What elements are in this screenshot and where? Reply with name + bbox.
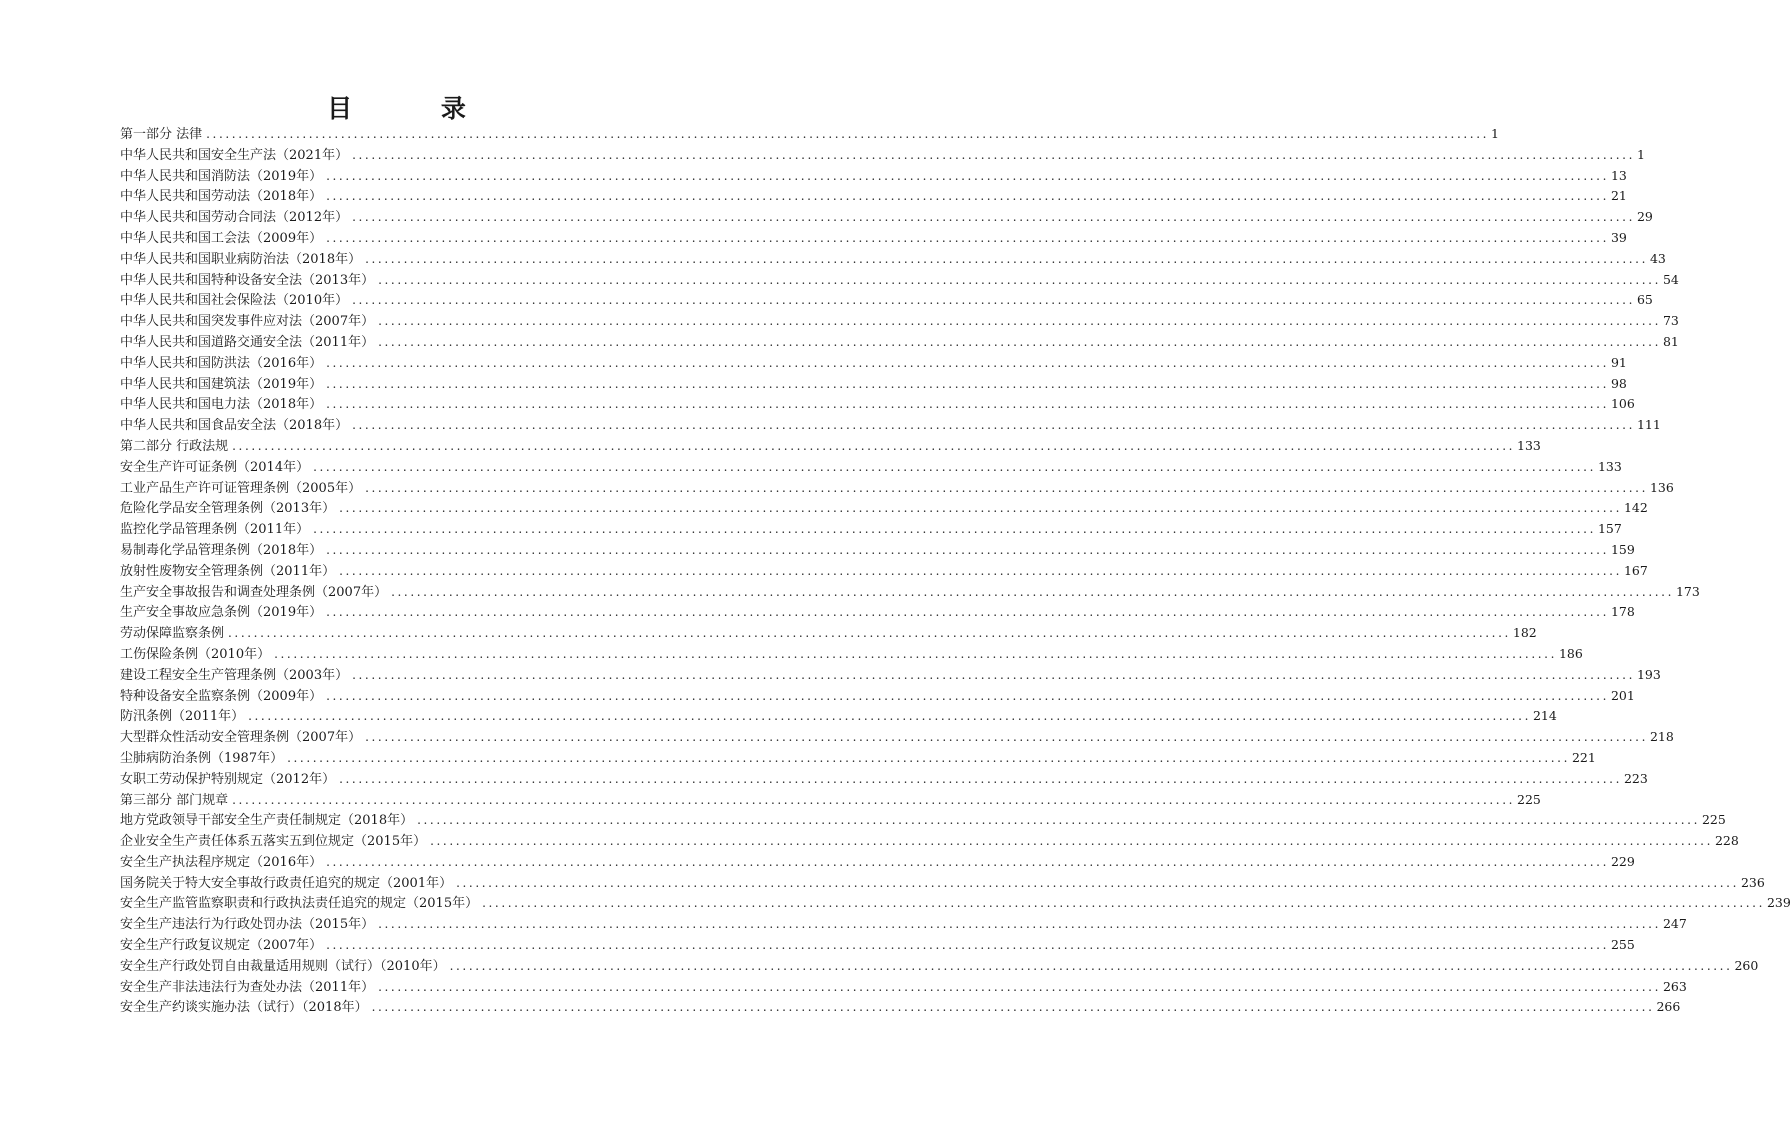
toc-entry-page-number: 39 — [1610, 229, 1627, 245]
toc-entry-page-number: 266 — [1656, 999, 1681, 1015]
toc-entry[interactable] — [120, 207, 1653, 228]
toc-entry[interactable] — [120, 436, 1541, 457]
toc-entry-label: 中华人民共和国建筑法（2019年） — [120, 376, 323, 392]
toc-entry-page-number: 29 — [1636, 209, 1653, 225]
toc-leader-dots: ........................................................................................................................................................................................................ — [326, 938, 1609, 953]
table-of-contents — [120, 124, 1791, 1018]
toc-entry-page-number: 136 — [1649, 479, 1674, 495]
toc-entry-label: 中华人民共和国安全生产法（2021年） — [120, 147, 349, 163]
toc-entry[interactable] — [120, 623, 1537, 644]
toc-entry-label: 安全生产行政复议规定（2007年） — [120, 938, 323, 954]
toc-entry-label: 第一部分 法律 — [120, 127, 203, 142]
toc-entry-page-number: 73 — [1662, 313, 1679, 329]
toc-entry-label: 建设工程安全生产管理条例（2003年） — [120, 667, 349, 683]
toc-entry-page-number: 43 — [1649, 250, 1666, 266]
toc-entry-page-number: 214 — [1532, 708, 1557, 724]
toc-entry-label: 安全生产执法程序规定（2016年） — [120, 854, 323, 870]
toc-entry-label: 安全生产行政处罚自由裁量适用规则（试行）（2010年） — [120, 958, 446, 974]
toc-entry-label: 防汛条例（2011年） — [120, 709, 245, 725]
toc-leader-dots: ........................................................................................................................................................................................................ — [206, 127, 1490, 141]
toc-leader-dots: ........................................................................................................................................................................................................ — [449, 958, 1733, 973]
toc-leader-dots: ........................................................................................................................................................................................................ — [232, 792, 1516, 807]
toc-entry-page-number: 239 — [1766, 895, 1791, 911]
toc-entry-page-number: 65 — [1636, 292, 1653, 308]
toc-leader-dots: ........................................................................................................................................................................................................ — [456, 875, 1739, 890]
toc-entry-label: 劳动保障监察条例 — [120, 626, 225, 642]
toc-entry-label: 安全生产许可证条例（2014年） — [120, 459, 310, 475]
toc-entry-page-number: 54 — [1662, 271, 1679, 287]
toc-entry-label: 工伤保险条例（2010年） — [120, 646, 271, 662]
toc-leader-dots: ........................................................................................................................................................................................................ — [287, 750, 1570, 765]
toc-entry-page-number: 201 — [1610, 687, 1635, 703]
toc-entry-label: 生产安全事故报告和调查处理条例（2007年） — [120, 584, 388, 600]
toc-entry-page-number: 263 — [1662, 978, 1687, 994]
toc-entry[interactable] — [120, 893, 1791, 914]
toc-entry-label: 放射性废物安全管理条例（2011年） — [120, 563, 336, 579]
toc-leader-dots: ........................................................................................................................................................................................................ — [326, 230, 1609, 245]
toc-entry-page-number: 221 — [1571, 749, 1596, 765]
toc-entry-page-number: 225 — [1701, 812, 1726, 828]
toc-entry[interactable] — [120, 270, 1679, 291]
toc-entry-label: 生产安全事故应急条例（2019年） — [120, 605, 323, 621]
toc-entry-page-number: 178 — [1610, 604, 1635, 620]
toc-entry-page-number: 247 — [1662, 916, 1687, 932]
toc-entry-label: 中华人民共和国道路交通安全法（2011年） — [120, 334, 375, 350]
toc-entry-page-number: 13 — [1610, 167, 1627, 183]
toc-entry-page-number: 218 — [1649, 729, 1674, 745]
toc-entry[interactable] — [120, 810, 1726, 831]
toc-leader-dots: ........................................................................................................................................................................................................ — [365, 480, 1648, 495]
toc-leader-dots: ........................................................................................................................................................................................................ — [274, 646, 1557, 661]
toc-leader-dots: ........................................................................................................................................................................................................ — [352, 147, 1635, 162]
toc-leader-dots: ........................................................................................................................................................................................................ — [378, 917, 1661, 932]
toc-entry-label: 中华人民共和国劳动合同法（2012年） — [120, 210, 349, 226]
toc-leader-dots: ........................................................................................................................................................................................................ — [352, 667, 1635, 682]
toc-entry[interactable] — [120, 665, 1661, 686]
toc-entry-label: 中华人民共和国突发事件应对法（2007年） — [120, 314, 375, 330]
toc-entry-page-number: 193 — [1636, 666, 1661, 682]
toc-entry-page-number: 167 — [1623, 562, 1648, 578]
toc-entry[interactable] — [120, 748, 1596, 769]
toc-entry-label: 企业安全生产责任体系五落实五到位规定（2015年） — [120, 834, 427, 850]
toc-entry[interactable] — [120, 706, 1557, 727]
toc-entry[interactable] — [120, 145, 1645, 166]
toc-entry[interactable] — [120, 374, 1627, 395]
toc-leader-dots: ........................................................................................................................................................................................................ — [326, 397, 1609, 412]
toc-leader-dots: ........................................................................................................................................................................................................ — [371, 1000, 1655, 1015]
toc-entry-label: 中华人民共和国消防法（2019年） — [120, 168, 323, 184]
toc-leader-dots: ........................................................................................................................................................................................................ — [482, 896, 1765, 911]
toc-leader-dots: ........................................................................................................................................................................................................ — [352, 210, 1635, 225]
toc-entry-label: 女职工劳动保护特别规定（2012年） — [120, 771, 336, 787]
toc-leader-dots: ........................................................................................................................................................................................................ — [430, 834, 1713, 849]
toc-leader-dots: ........................................................................................................................................................................................................ — [339, 771, 1622, 786]
toc-entry-label: 中华人民共和国电力法（2018年） — [120, 397, 323, 413]
toc-entry-page-number: 91 — [1610, 354, 1627, 370]
toc-entry-page-number: 173 — [1675, 583, 1700, 599]
toc-entry[interactable] — [120, 540, 1635, 561]
toc-leader-dots: ........................................................................................................................................................................................................ — [352, 418, 1635, 433]
toc-entry-label: 中华人民共和国职业病防治法（2018年） — [120, 251, 362, 267]
toc-entry-page-number: 236 — [1740, 874, 1765, 890]
toc-entry[interactable] — [120, 186, 1627, 207]
toc-leader-dots: ........................................................................................................................................................................................................ — [326, 688, 1609, 703]
toc-entry-page-number: 81 — [1662, 333, 1679, 349]
toc-entry[interactable] — [120, 124, 1499, 145]
toc-entry-label: 中华人民共和国特种设备安全法（2013年） — [120, 272, 375, 288]
toc-entry-page-number: 1 — [1636, 146, 1645, 162]
toc-entry[interactable] — [120, 353, 1627, 374]
toc-entry[interactable] — [120, 228, 1627, 249]
toc-entry[interactable] — [120, 311, 1679, 332]
toc-entry-page-number: 228 — [1714, 833, 1739, 849]
toc-entry-page-number: 111 — [1636, 417, 1661, 433]
toc-entry[interactable] — [120, 166, 1627, 187]
toc-entry[interactable] — [120, 831, 1739, 852]
toc-entry-page-number: 21 — [1610, 188, 1627, 204]
toc-leader-dots: ........................................................................................................................................................................................................ — [365, 730, 1648, 745]
toc-entry-label: 中华人民共和国食品安全法（2018年） — [120, 418, 349, 434]
toc-entry-label: 中华人民共和国防洪法（2016年） — [120, 355, 323, 371]
toc-leader-dots: ........................................................................................................................................................................................................ — [339, 563, 1622, 578]
toc-leader-dots: ........................................................................................................................................................................................................ — [228, 626, 1511, 641]
toc-leader-dots: ........................................................................................................................................................................................................ — [313, 522, 1596, 537]
toc-leader-dots: ........................................................................................................................................................................................................ — [326, 376, 1609, 391]
toc-entry-page-number: 142 — [1623, 500, 1648, 516]
toc-entry[interactable] — [120, 582, 1700, 603]
toc-entry[interactable] — [120, 249, 1666, 270]
toc-entry-label: 国务院关于特大安全事故行政责任追究的规定（2001年） — [120, 875, 453, 891]
toc-entry[interactable] — [120, 644, 1583, 665]
toc-leader-dots: ........................................................................................................................................................................................................ — [391, 584, 1674, 599]
toc-leader-dots: ........................................................................................................................................................................................................ — [326, 605, 1609, 620]
toc-entry-label: 危险化学品安全管理条例（2013年） — [120, 501, 336, 517]
toc-entry[interactable] — [120, 498, 1648, 519]
toc-entry-page-number: 182 — [1512, 625, 1537, 641]
toc-entry[interactable] — [120, 561, 1648, 582]
toc-entry-label: 中华人民共和国社会保险法（2010年） — [120, 293, 349, 309]
toc-entry[interactable] — [120, 727, 1674, 748]
toc-entry-page-number: 225 — [1517, 791, 1541, 807]
toc-entry-page-number: 157 — [1597, 521, 1622, 537]
toc-entry-page-number: 133 — [1597, 458, 1622, 474]
toc-leader-dots: ........................................................................................................................................................................................................ — [326, 854, 1609, 869]
toc-leader-dots: ........................................................................................................................................................................................................ — [378, 334, 1661, 349]
toc-leader-dots: ........................................................................................................................................................................................................ — [352, 293, 1635, 308]
toc-leader-dots: ........................................................................................................................................................................................................ — [326, 355, 1609, 370]
toc-entry[interactable] — [120, 478, 1674, 499]
toc-leader-dots: ........................................................................................................................................................................................................ — [378, 979, 1661, 994]
toc-entry[interactable] — [120, 997, 1681, 1018]
toc-entry[interactable] — [120, 332, 1679, 353]
toc-entry-page-number: 223 — [1623, 770, 1648, 786]
toc-entry-label: 特种设备安全监察条例（2009年） — [120, 688, 323, 704]
toc-entry-label: 工业产品生产许可证管理条例（2005年） — [120, 480, 362, 496]
toc-entry-page-number: 159 — [1610, 541, 1635, 557]
toc-entry-page-number: 260 — [1734, 957, 1759, 973]
toc-entry[interactable] — [120, 790, 1541, 811]
toc-leader-dots: ........................................................................................................................................................................................................ — [417, 813, 1700, 828]
toc-leader-dots: ........................................................................................................................................................................................................ — [378, 314, 1661, 329]
toc-entry[interactable] — [120, 602, 1635, 623]
toc-entry-page-number: 133 — [1517, 437, 1541, 453]
toc-entry[interactable] — [120, 935, 1635, 956]
toc-entry[interactable] — [120, 457, 1622, 478]
toc-leader-dots: ........................................................................................................................................................................................................ — [313, 459, 1596, 474]
toc-leader-dots: ........................................................................................................................................................................................................ — [326, 189, 1609, 204]
toc-entry[interactable] — [120, 394, 1635, 415]
toc-entry[interactable] — [120, 290, 1653, 311]
toc-entry[interactable] — [120, 686, 1635, 707]
toc-entry[interactable] — [120, 769, 1648, 790]
toc-leader-dots: ........................................................................................................................................................................................................ — [232, 438, 1516, 453]
toc-entry-label: 安全生产非法违法行为查处办法（2011年） — [120, 979, 375, 995]
toc-entry-label: 地方党政领导干部安全生产责任制规定（2018年） — [120, 813, 414, 829]
toc-entry[interactable] — [120, 977, 1687, 998]
toc-leader-dots: ........................................................................................................................................................................................................ — [378, 272, 1661, 287]
toc-entry-page-number: 98 — [1610, 375, 1627, 391]
toc-entry-label: 中华人民共和国劳动法（2018年） — [120, 189, 323, 205]
toc-entry-label: 监控化学品管理条例（2011年） — [120, 522, 310, 538]
toc-leader-dots: ........................................................................................................................................................................................................ — [365, 251, 1648, 266]
toc-entry-label: 大型群众性活动安全管理条例（2007年） — [120, 730, 362, 746]
toc-entry-page-number: 1 — [1491, 126, 1499, 141]
toc-leader-dots: ........................................................................................................................................................................................................ — [248, 709, 1531, 724]
toc-leader-dots: ........................................................................................................................................................................................................ — [326, 542, 1609, 557]
toc-entry-label: 第二部分 行政法规 — [120, 438, 229, 454]
toc-leader-dots: ........................................................................................................................................................................................................ — [339, 501, 1622, 516]
toc-entry-label: 第三部分 部门规章 — [120, 792, 229, 808]
toc-entry[interactable] — [120, 415, 1661, 436]
toc-entry[interactable] — [120, 519, 1622, 540]
toc-leader-dots: ........................................................................................................................................................................................................ — [326, 168, 1609, 183]
toc-entry-page-number: 229 — [1610, 853, 1635, 869]
toc-entry-label: 安全生产监管监察职责和行政执法责任追究的规定（2015年） — [120, 896, 479, 912]
toc-entry-label: 尘肺病防治条例（1987年） — [120, 750, 284, 766]
toc-entry-page-number: 255 — [1610, 937, 1635, 953]
toc-entry[interactable] — [120, 873, 1765, 894]
toc-entry-label: 安全生产约谈实施办法（试行）（2018年） — [120, 1000, 368, 1016]
toc-entry-label: 易制毒化学品管理条例（2018年） — [120, 542, 323, 558]
page-title: 目 录 — [327, 94, 506, 123]
toc-entry-label: 中华人民共和国工会法（2009年） — [120, 230, 323, 246]
toc-entry[interactable] — [120, 914, 1687, 935]
toc-entry-page-number: 186 — [1558, 645, 1583, 661]
toc-entry[interactable] — [120, 852, 1635, 873]
toc-entry-page-number: 106 — [1610, 396, 1635, 412]
toc-entry[interactable] — [120, 956, 1759, 977]
toc-entry-label: 安全生产违法行为行政处罚办法（2015年） — [120, 917, 375, 933]
